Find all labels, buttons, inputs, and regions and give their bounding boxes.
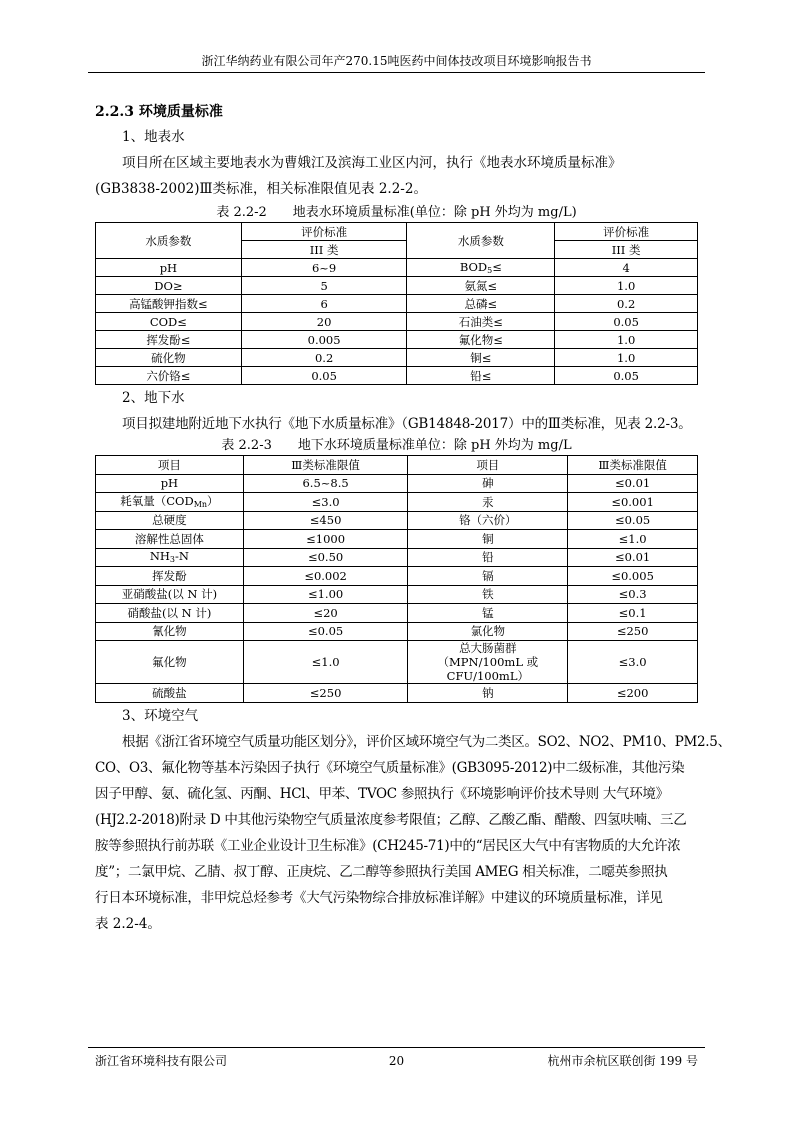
cell-value: 6.5~8.5 bbox=[243, 474, 408, 493]
header-limit: Ⅲ类标准限值 bbox=[568, 456, 698, 475]
air-line: 根据《浙江省环境空气质量功能区划分》，评价区域环境空气为二类区。SO2、NO2、PM10、PM2.5、 bbox=[122, 733, 731, 750]
table-row bbox=[96, 530, 698, 549]
cell-param: COD≤ bbox=[96, 313, 242, 331]
cell-item: 溶解性总固体 bbox=[96, 530, 244, 549]
cell-value: ≤0.05 bbox=[243, 622, 408, 641]
footer-company: 浙江省环境科技有限公司 bbox=[95, 1054, 228, 1068]
cell-item: 铜 bbox=[408, 530, 568, 549]
cell-value: ≤0.001 bbox=[568, 493, 698, 512]
cell-value: ≤1.00 bbox=[243, 585, 408, 604]
header-class: III 类 bbox=[555, 241, 698, 259]
table-row bbox=[96, 684, 698, 703]
cell-item: pH bbox=[96, 474, 244, 493]
cell-param: 铅≤ bbox=[407, 367, 555, 385]
cell-item: 铅 bbox=[408, 548, 568, 567]
table-row bbox=[96, 349, 698, 367]
coliform-unit: （MPN/100mL 或 CFU/100mL） bbox=[437, 655, 539, 683]
air-line: CO、O3、氟化物等基本污染因子执行《环境空气质量标准》(GB3095-2012)中二级标准，其他污染 bbox=[95, 759, 685, 776]
table-row bbox=[96, 331, 698, 349]
cell-value: ≤20 bbox=[243, 604, 408, 623]
cell-param: 六价铬≤ bbox=[96, 367, 242, 385]
page-number: 20 bbox=[388, 1054, 405, 1068]
header-item: 项目 bbox=[96, 456, 244, 475]
table-row bbox=[96, 313, 698, 331]
cell-value: ≤1000 bbox=[243, 530, 408, 549]
table1-caption: 表 2.2-2 地表水环境质量标准(单位：除 pH 外均为 mg/L) bbox=[216, 205, 577, 220]
cell-value: ≤250 bbox=[568, 622, 698, 641]
cell-value: ≤0.1 bbox=[568, 604, 698, 623]
cell-item-nh3n: $NH_3-N$ bbox=[96, 548, 244, 567]
cell-value: 0.2 bbox=[241, 349, 407, 367]
air-title: 3、环境空气 bbox=[122, 707, 199, 724]
cell-value: ≤0.01 bbox=[568, 474, 698, 493]
header-param: 水质参数 bbox=[96, 223, 242, 259]
air-line: 因子甲醇、氨、硫化氢、丙酮、HCl、甲苯、TVOC 参照执行《环境影响评价技术导则 大气环境》 bbox=[95, 785, 669, 802]
table-row bbox=[96, 367, 698, 385]
cell-param: 硫化物 bbox=[96, 349, 242, 367]
cell-param: 总磷≤ bbox=[407, 295, 555, 313]
table-row bbox=[96, 277, 698, 295]
table-row bbox=[96, 585, 698, 604]
cell-item: 镉 bbox=[408, 567, 568, 586]
ground-water-title: 2、地下水 bbox=[122, 390, 185, 406]
air-line: 行日本环境标准，非甲烷总烃参考《大气污染物综合排放标准详解》中建议的环境质量标准，详见 bbox=[95, 889, 663, 906]
coliform-label: 总大肠菌群 bbox=[459, 641, 517, 655]
cell-item-codmn: 耗氧量$(COD_{Mn})$ bbox=[96, 493, 244, 512]
cell-value: ≤0.3 bbox=[568, 585, 698, 604]
cell-item: 氯化物 bbox=[408, 622, 568, 641]
cell-item: 硝酸盐(以 N 计) bbox=[96, 604, 244, 623]
cell-item: 氰化物 bbox=[96, 622, 244, 641]
cell-param: 石油类≤ bbox=[407, 313, 555, 331]
cell-value: 5 bbox=[241, 277, 407, 295]
header-class: III 类 bbox=[241, 241, 407, 259]
cell-item: 汞 bbox=[408, 493, 568, 512]
cell-value: 0.05 bbox=[241, 367, 407, 385]
header-limit: Ⅲ类标准限值 bbox=[243, 456, 408, 475]
surface-water-para-1: 项目所在区域主要地表水为曹娥江及滨海工业区内河，执行《地表水环境质量标准》 bbox=[122, 155, 622, 171]
cell-value: 0.005 bbox=[241, 331, 407, 349]
cell-value: ≤1.0 bbox=[243, 641, 408, 684]
cell-value: 4 bbox=[555, 259, 698, 277]
table-row bbox=[96, 259, 698, 277]
cell-value: 6 bbox=[241, 295, 407, 313]
table-row bbox=[96, 295, 698, 313]
footer-rule bbox=[88, 1047, 705, 1048]
cell-param: 高锰酸钾指数≤ bbox=[96, 295, 242, 313]
page-content bbox=[95, 100, 731, 937]
cell-value: ≤450 bbox=[243, 511, 408, 530]
cell-value: ≤200 bbox=[568, 684, 698, 703]
cell-param: 铜≤ bbox=[407, 349, 555, 367]
section-heading: 2.2.3 环境质量标准 bbox=[95, 104, 223, 120]
cell-value: ≤250 bbox=[243, 684, 408, 703]
header-std: 评价标准 bbox=[555, 223, 698, 241]
cell-item: 亚硝酸盐(以 N 计) bbox=[96, 585, 244, 604]
cell-value: 6~9 bbox=[241, 259, 407, 277]
cell-value: ≤1.0 bbox=[568, 530, 698, 549]
surface-water-title: 1、地表水 bbox=[122, 129, 185, 145]
table-header-row bbox=[96, 456, 698, 475]
table-row bbox=[96, 622, 698, 641]
footer-address: 杭州市余杭区联创街 199 号 bbox=[547, 1054, 698, 1068]
cell-item: 氟化物 bbox=[96, 641, 244, 684]
cell-value: ≤3.0 bbox=[243, 493, 408, 512]
cell-item-coliform bbox=[408, 641, 568, 684]
air-paragraph bbox=[95, 729, 731, 937]
cell-value: ≤0.05 bbox=[568, 511, 698, 530]
cell-item: 铁 bbox=[408, 585, 568, 604]
air-line: 表 2.2-4。 bbox=[95, 915, 161, 932]
cell-value: ≤0.005 bbox=[568, 567, 698, 586]
table-row bbox=[96, 567, 698, 586]
table-row bbox=[96, 548, 698, 567]
cell-param: 挥发酚≤ bbox=[96, 331, 242, 349]
cell-item: 砷 bbox=[408, 474, 568, 493]
cell-param: 氟化物≤ bbox=[407, 331, 555, 349]
header-std: 评价标准 bbox=[241, 223, 407, 241]
cell-value: ≤0.01 bbox=[568, 548, 698, 567]
ground-water-table bbox=[95, 455, 698, 703]
table-header-row bbox=[96, 223, 698, 241]
table-row bbox=[96, 474, 698, 493]
table-row bbox=[96, 604, 698, 623]
cell-value: ≤0.50 bbox=[243, 548, 408, 567]
air-line: (HJ2.2-2018)附录 D 中其他污染物空气质量浓度参考限值；乙醇、乙酸乙酯、醋酸、四氢呋喃、三乙 bbox=[95, 811, 687, 828]
surface-water-table bbox=[95, 222, 698, 385]
cell-item: 硫酸盐 bbox=[96, 684, 244, 703]
cell-value: ≤3.0 bbox=[568, 641, 698, 684]
cell-value: 0.2 bbox=[555, 295, 698, 313]
table-row bbox=[96, 641, 698, 684]
cell-item: 挥发酚 bbox=[96, 567, 244, 586]
ground-water-para: 项目拟建地附近地下水执行《地下水质量标准》（GB14848-2017）中的Ⅲ类标准，见表 2.2-3。 bbox=[122, 416, 692, 432]
header-param: 水质参数 bbox=[407, 223, 555, 259]
table2-caption: 表 2.2-3 地下水环境质量标准单位：除 pH 外均为 mg/L bbox=[221, 438, 572, 453]
cell-item: 钠 bbox=[408, 684, 568, 703]
air-line: 胺等参照执行前苏联《工业企业设计卫生标准》(CH245-71)中的“居民区大气中有害物质的大允许浓 bbox=[95, 837, 681, 854]
cell-param: DO≥ bbox=[96, 277, 242, 295]
cell-value: ≤0.002 bbox=[243, 567, 408, 586]
cell-item: 锰 bbox=[408, 604, 568, 623]
cell-item: 总硬度 bbox=[96, 511, 244, 530]
cell-param: pH bbox=[96, 259, 242, 277]
page-header: 浙江华纳药业有限公司年产270.15吨医药中间体技改项目环境影响报告书 bbox=[201, 54, 592, 68]
cell-param: 氨氮≤ bbox=[407, 277, 555, 295]
cell-value: 1.0 bbox=[555, 331, 698, 349]
surface-water-para-2: (GB3838-2002)Ⅲ类标准，相关标准限值见表 2.2-2。 bbox=[95, 181, 427, 197]
cell-value: 1.0 bbox=[555, 277, 698, 295]
table-row bbox=[96, 511, 698, 530]
cell-value: 0.05 bbox=[555, 313, 698, 331]
cell-param-bod5: $BOD_5\le$ bbox=[407, 259, 555, 277]
cell-item: 铬（六价） bbox=[408, 511, 568, 530]
header-item: 项目 bbox=[408, 456, 568, 475]
table-row bbox=[96, 493, 698, 512]
cell-value: 1.0 bbox=[555, 349, 698, 367]
cell-value: 20 bbox=[241, 313, 407, 331]
cell-value: 0.05 bbox=[555, 367, 698, 385]
air-line: 度”；二氯甲烷、乙腈、叔丁醇、正庚烷、乙二醇等参照执行美国 AMEG 相关标准，二噁英参照执 bbox=[95, 863, 668, 880]
header-rule bbox=[88, 72, 705, 73]
